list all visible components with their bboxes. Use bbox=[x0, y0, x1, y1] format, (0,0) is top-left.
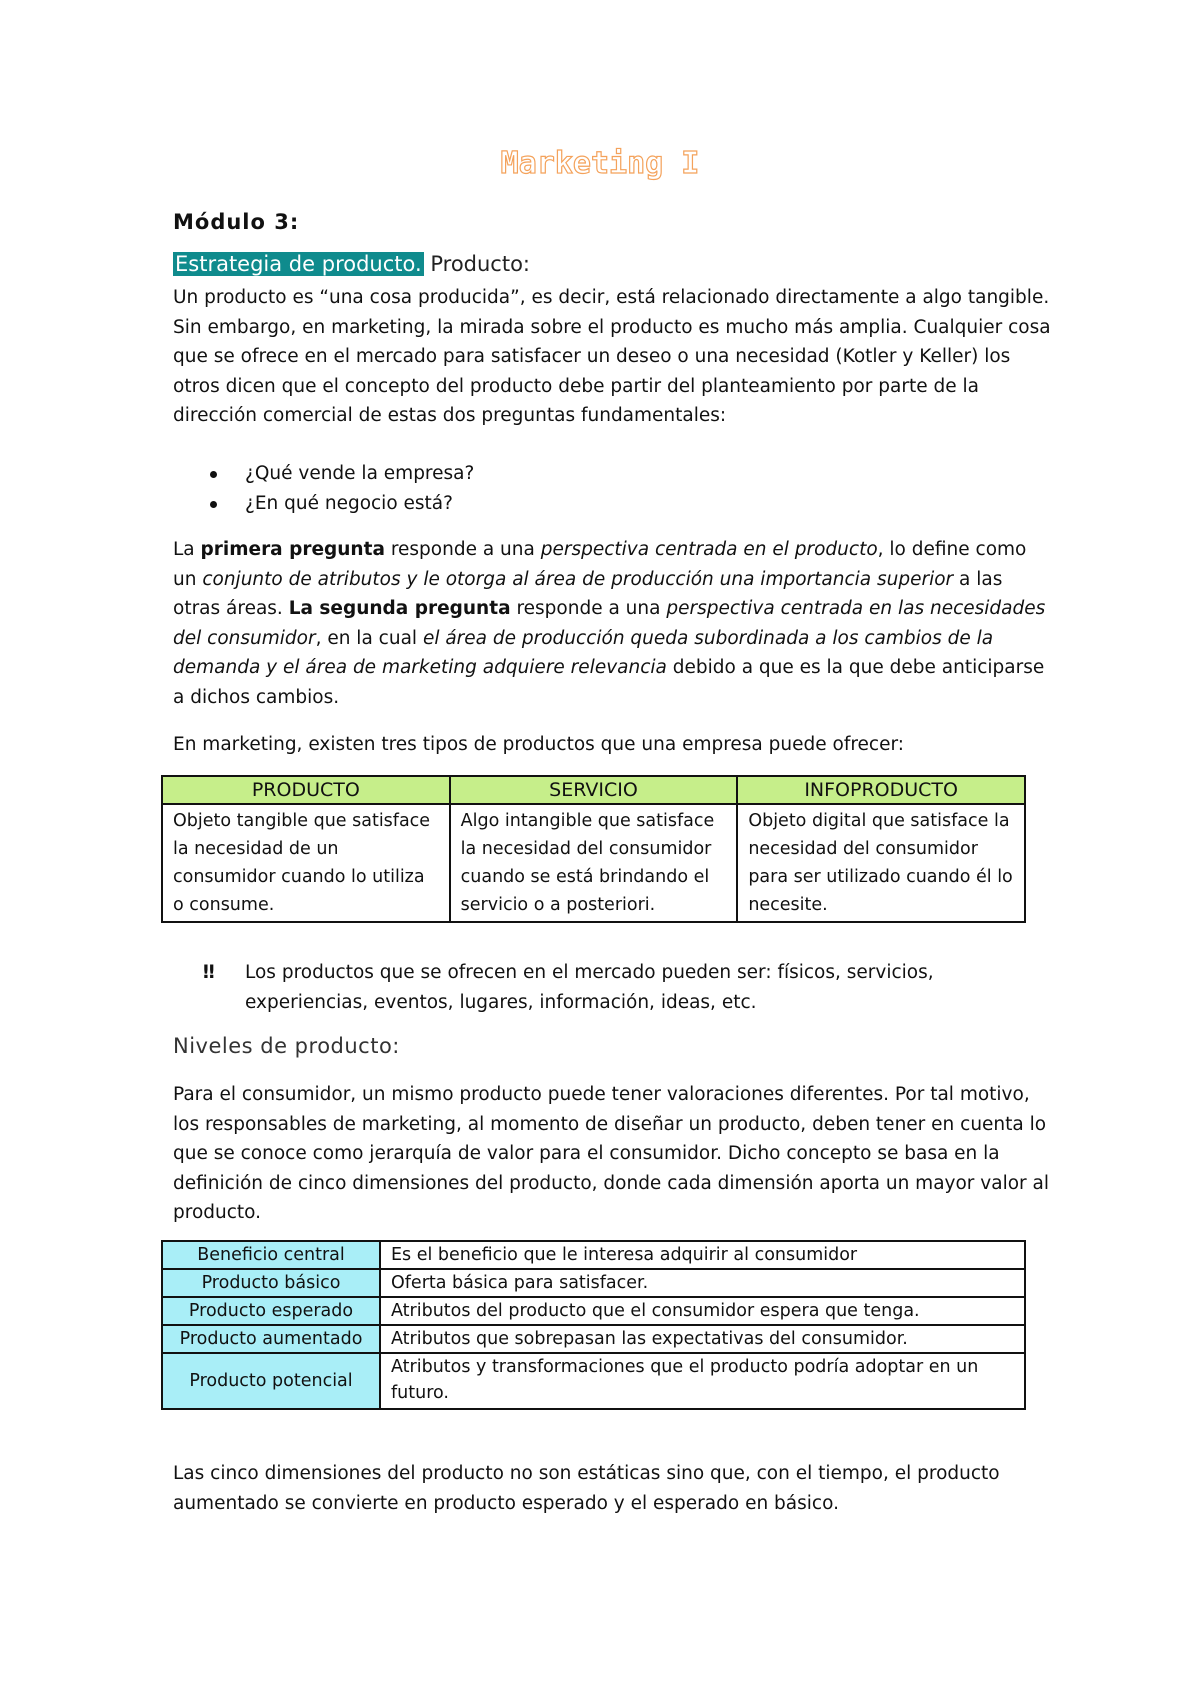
closing-paragraph: Las cinco dimensiones del producto no son estáticas sino que, con el tiempo, el producto aumentado se convierte en producto esperado y el esperado en básico. bbox=[173, 1463, 1000, 1514]
questions-list bbox=[173, 459, 474, 518]
note-text: Los productos que se ofrecen en el mercado pueden ser: físicos, servicios, experiencias, eventos, lugares, información, ideas, etc. bbox=[245, 962, 934, 1013]
level-description: Oferta básica para satisfacer. bbox=[380, 1269, 1025, 1297]
italic-text: conjunto de atributos y le otorga al área de producción una importancia superior bbox=[202, 568, 954, 590]
table-header-servicio: SERVICIO bbox=[450, 776, 738, 804]
section-subheading bbox=[173, 252, 530, 276]
highlighted-heading: Estrategia de producto. bbox=[175, 252, 422, 276]
bold-text: La segunda pregunta bbox=[288, 598, 511, 619]
text-run: La bbox=[173, 539, 201, 560]
table-cell: Objeto digital que satisface la necesidad del consumidor para ser utilizado cuando él lo necesite. bbox=[737, 804, 1025, 922]
types-intro-paragraph: En marketing, existen tres tipos de productos que una empresa puede ofrecer: bbox=[173, 734, 904, 755]
italic-text: el área de producción queda subordinada a los cambios de la demanda y el área de marketing adquiere relevancia bbox=[173, 627, 994, 678]
text-run: responde a una bbox=[510, 598, 667, 619]
level-name: Producto básico bbox=[162, 1269, 380, 1297]
text-run: , lo define como un bbox=[173, 539, 1027, 590]
document-title: Marketing I bbox=[500, 146, 700, 181]
level-description: Atributos y transformaciones que el producto podría adoptar en un futuro. bbox=[380, 1353, 1025, 1409]
text-run: , en la cual bbox=[315, 627, 423, 649]
text-run: responde a una bbox=[384, 539, 541, 560]
note-callout bbox=[173, 958, 1053, 1018]
product-levels-table bbox=[161, 1240, 1026, 1410]
list-item: ¿En qué negocio está? bbox=[173, 489, 474, 519]
double-exclamation-icon: ‼ bbox=[203, 962, 215, 983]
level-name: Beneficio central bbox=[162, 1241, 380, 1269]
questions-explanation-paragraph bbox=[173, 535, 1053, 712]
module-heading: Módulo 3: bbox=[173, 210, 300, 234]
intro-paragraph: Un producto es “una cosa producida”, es decir, está relacionado directamente a algo tangible. Sin embargo, en marketing, la mirada sobre el producto es mucho más amplia. Cualquier cosa que se ofrece en el mercado para satisfacer un deseo o una necesidad (Kotler y Keller) los otros dicen que el concepto del producto debe partir del planteamiento por parte de la dirección comercial de estas dos preguntas fundamentales: bbox=[173, 287, 1051, 426]
table-row bbox=[162, 804, 1025, 922]
italic-text: perspectiva centrada en las necesidades del consumidor bbox=[173, 598, 1046, 649]
table-header-row bbox=[162, 776, 1025, 804]
level-name: Producto potencial bbox=[162, 1353, 380, 1409]
italic-text: perspectiva centrada en el producto bbox=[540, 539, 878, 560]
product-types-table bbox=[161, 775, 1026, 923]
level-description: Atributos que sobrepasan las expectativas del consumidor. bbox=[380, 1325, 1025, 1353]
table-row bbox=[162, 1269, 1025, 1297]
table-row bbox=[162, 1353, 1025, 1409]
table-header-infoproducto: INFOPRODUCTO bbox=[737, 776, 1025, 804]
table-cell: Objeto tangible que satisface la necesidad de un consumidor cuando lo utiliza o consume. bbox=[162, 804, 450, 922]
table-row bbox=[162, 1297, 1025, 1325]
table-cell: Algo intangible que satisface la necesidad del consumidor cuando se está brindando el servicio o a posteriori. bbox=[450, 804, 738, 922]
levels-intro-paragraph: Para el consumidor, un mismo producto puede tener valoraciones diferentes. Por tal motivo, los responsables de marketing, al momento de diseñar un producto, deben tener en cuenta lo que se conoce como jerarquía de valor para el consumidor. Dicho concepto se basa en la definición de cinco dimensiones del producto, donde cada dimensión aporta un mayor valor al producto. bbox=[173, 1084, 1050, 1223]
subheading-rest: Producto: bbox=[423, 252, 531, 276]
bold-text: primera pregunta bbox=[200, 539, 385, 560]
table-row bbox=[162, 1325, 1025, 1353]
level-description: Atributos del producto que el consumidor espera que tenga. bbox=[380, 1297, 1025, 1325]
text-run: debido a que es la que debe anticiparse a dichos cambios. bbox=[173, 657, 1045, 708]
level-name: Producto esperado bbox=[162, 1297, 380, 1325]
levels-heading: Niveles de producto: bbox=[173, 1034, 400, 1058]
table-row bbox=[162, 1241, 1025, 1269]
level-description: Es el beneficio que le interesa adquirir al consumidor bbox=[380, 1241, 1025, 1269]
list-item: ¿Qué vende la empresa? bbox=[173, 459, 474, 489]
level-name: Producto aumentado bbox=[162, 1325, 380, 1353]
text-run: a las otras áreas. bbox=[173, 568, 1003, 619]
table-header-producto: PRODUCTO bbox=[162, 776, 450, 804]
